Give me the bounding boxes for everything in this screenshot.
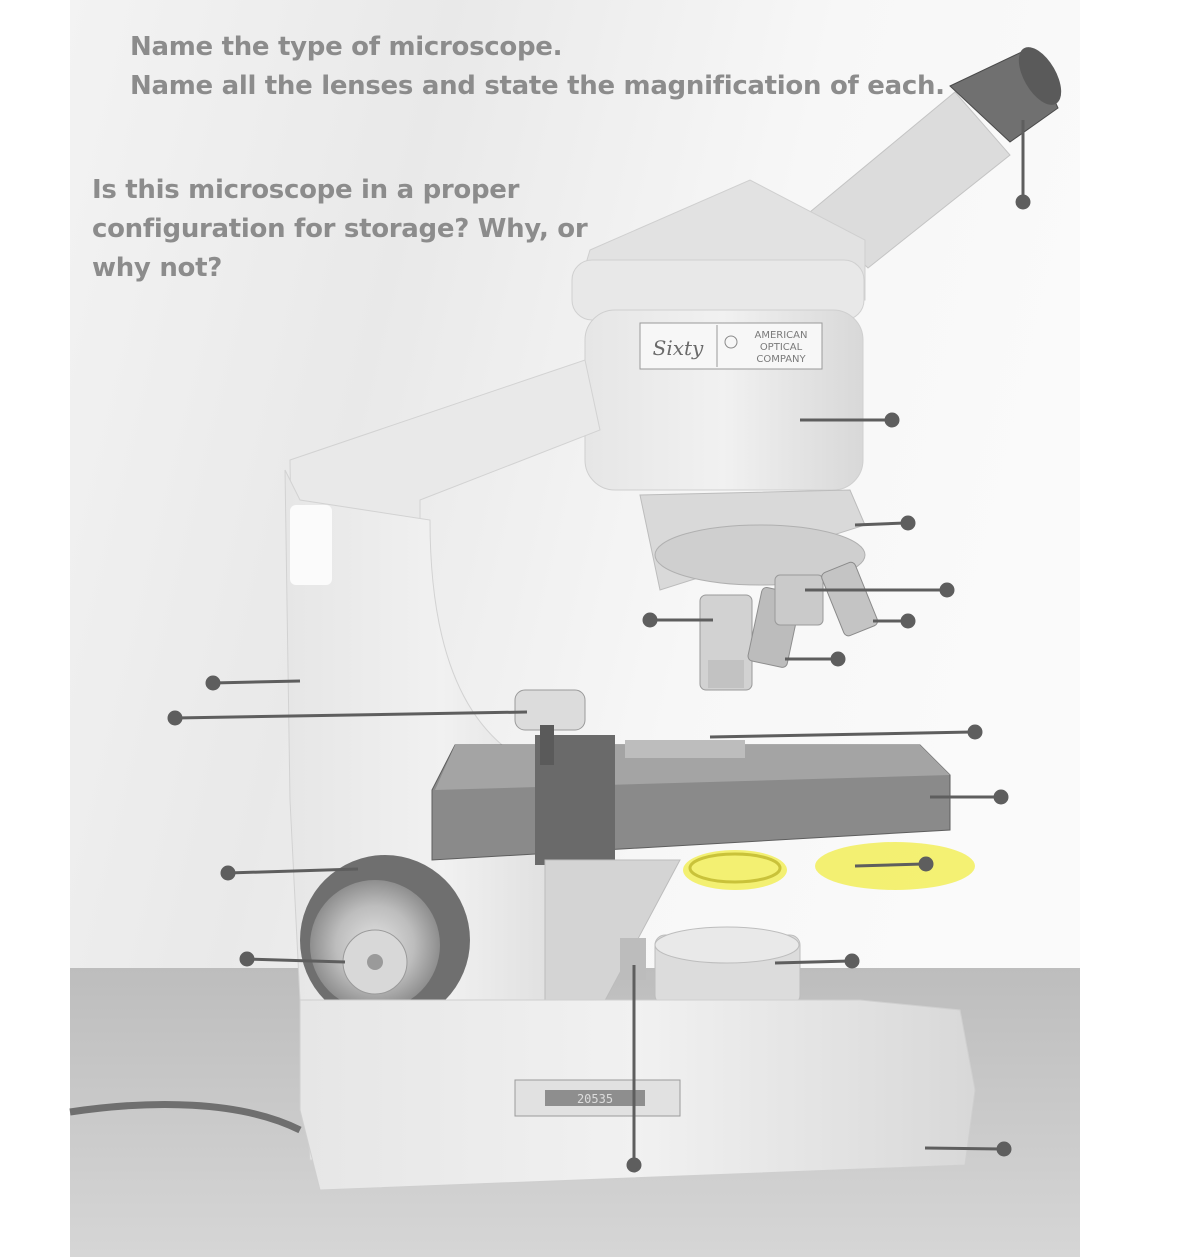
- brand-script-text: Sixty: [652, 336, 704, 360]
- maker-line2: OPTICAL: [759, 342, 803, 353]
- serial-number-text: 20535: [576, 1092, 614, 1106]
- question-line-1: Name the type of microscope.: [130, 32, 563, 62]
- brand-plate: [640, 323, 822, 369]
- storage-question-line-1: Is this microscope in a proper: [92, 175, 520, 205]
- maker-line1: AMERICAN: [754, 330, 808, 341]
- maker-line3: COMPANY: [756, 354, 806, 365]
- question-line-2: Name all the lenses and state the magnification of each.: [130, 71, 945, 101]
- storage-question-line-3: why not?: [92, 253, 223, 283]
- question-type-and-lenses: [130, 28, 945, 106]
- storage-question-line-2: configuration for storage? Why, or: [92, 214, 588, 244]
- question-storage: [92, 171, 612, 288]
